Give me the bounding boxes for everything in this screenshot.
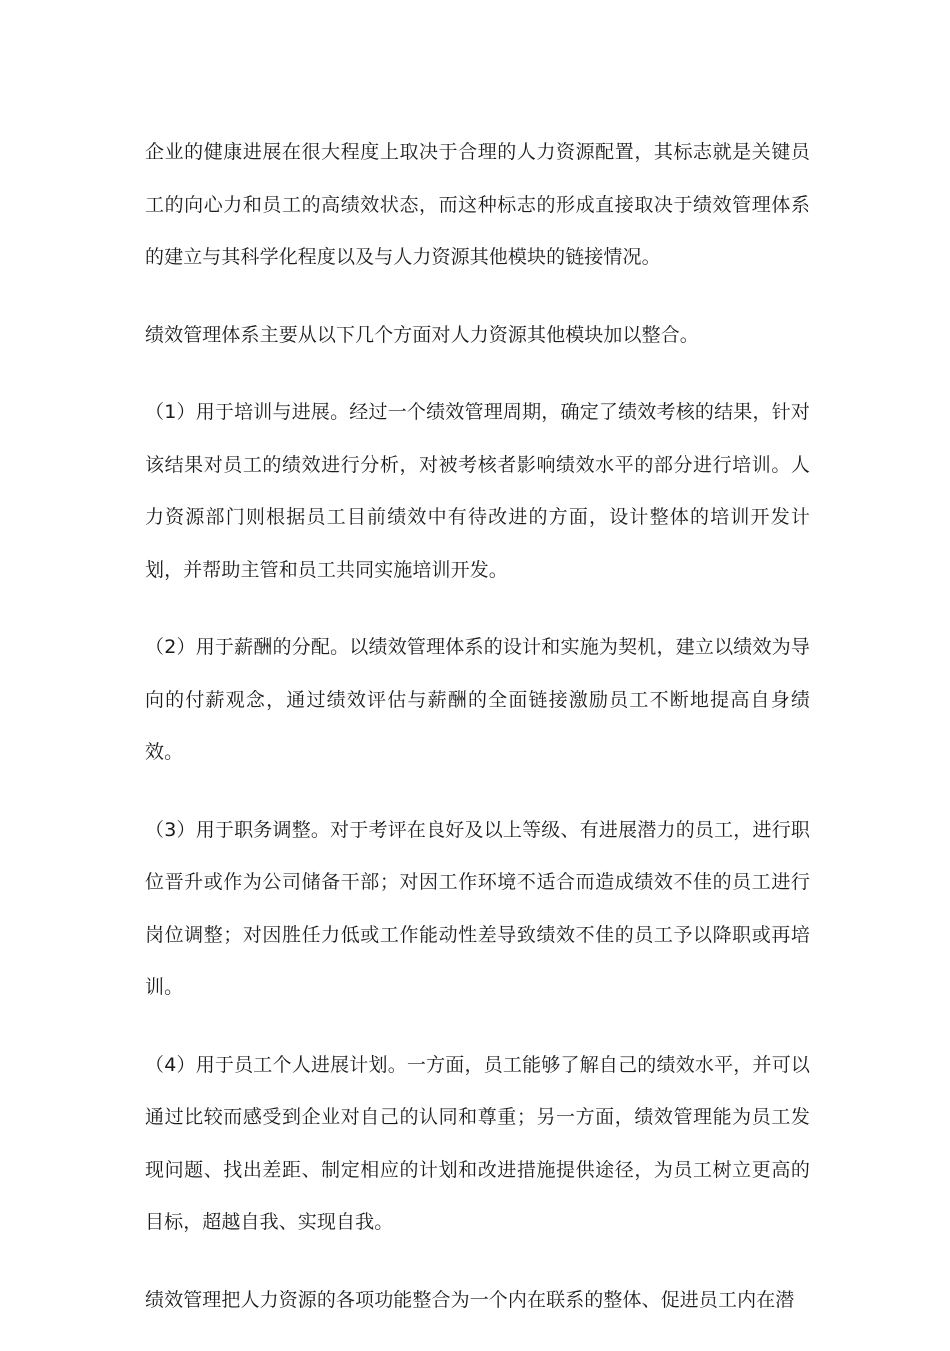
paragraph-conclusion: 绩效管理把人力资源的各项功能整合为一个内在联系的整体、促进员工内在潜 [145, 1288, 795, 1311]
paragraph-intro: 企业的健康进展在很大程度上取决于合理的人力资源配置，其标志就是关键员工的向心力和员工的高绩效状态，而这种标志的形成直接取决于绩效管理体系的建立与其科学化程度以及与人力资源其他模块的链接情况。 [145, 141, 810, 268]
paragraph-item-1: （1）用于培训与进展。经过一个绩效管理周期，确定了绩效考核的结果，针对该结果对员工的绩效进行分析，对被考核者影响绩效水平的部分进行培训。人力资源部门则根据员工目前绩效中有待改进的方面，设计整体的培训开发计划，并帮助主管和员工共同实施培训开发。 [145, 401, 810, 581]
paragraph-item-4: （4）用于员工个人进展计划。一方面，员工能够了解自己的绩效水平，并可以通过比较而感受到企业对自己的认同和尊重；另一方面，绩效管理能为员工发现问题、找出差距、制定相应的计划和改进措施提供途径，为员工树立更高的目标，超越自我、实现自我。 [145, 1053, 810, 1233]
paragraph-item-3: （3）用于职务调整。对于考评在良好及以上等级、有进展潜力的员工，进行职位晋升或作为公司储备干部；对因工作环境不适合而造成绩效不佳的员工进行岗位调整；对因胜任力低或工作能动性差导致绩效不佳的员工予以降职或再培训。 [145, 818, 810, 998]
document-body [145, 126, 810, 1351]
paragraph-item-2: （2）用于薪酬的分配。以绩效管理体系的设计和实施为契机，建立以绩效为导向的付薪观念，通过绩效评估与薪酬的全面链接激励员工不断地提高自身绩效。 [145, 636, 810, 763]
paragraph-summary: 绩效管理体系主要从以下几个方面对人力资源其他模块加以整合。 [145, 323, 699, 346]
